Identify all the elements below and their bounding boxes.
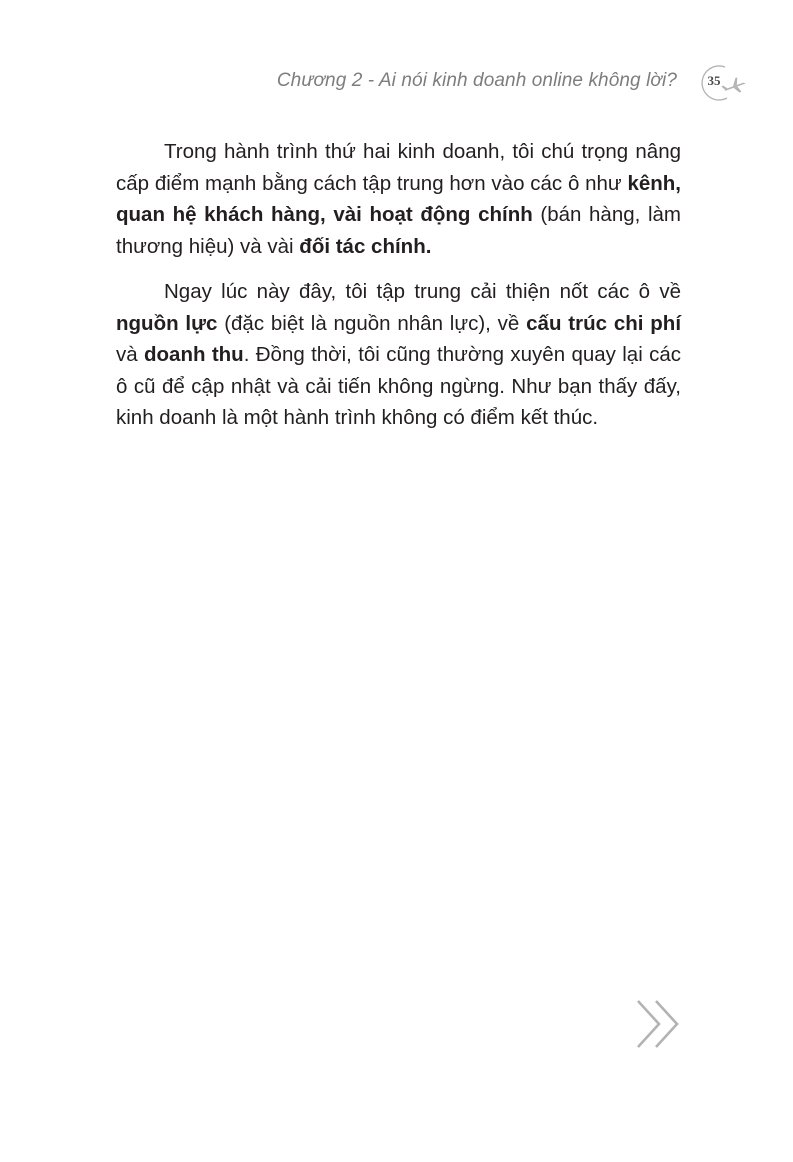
running-header: Chương 2 - Ai nói kinh doanh online không lời? (276, 70, 677, 91)
text-run: (bán hàng, làm thương hiệu) và vài (116, 203, 681, 258)
text-run: Ngay lúc này đây, tôi tập trung cải thiện nốt các ô về (164, 280, 681, 303)
paragraph (116, 276, 681, 434)
page-number: 35 (707, 73, 721, 88)
bold-run: kênh, quan hệ khách hàng, vài hoạt động chính (116, 171, 681, 226)
text-run: và (116, 343, 144, 366)
paragraph (116, 136, 681, 262)
text-run: Trong hành trình thứ hai kinh doanh, tôi chú trọng nâng cấp điểm mạnh bằng cách tập trung hơn vào các ô như (116, 140, 681, 195)
bold-run: đối tác chính. (299, 234, 432, 258)
bold-run: doanh thu (144, 343, 244, 366)
text-run: . Đồng thời, tôi cũng thường xuyên quay lại các ô cũ để cập nhật và cải tiến không ngừng. Như bạn thấy đấy, kinh doanh là một hành trình không có điểm kết thúc. (116, 343, 681, 429)
body-text (116, 136, 681, 434)
text-run: (đặc biệt là nguồn nhân lực), về (217, 311, 527, 335)
double-chevron-right-icon (630, 997, 686, 1053)
bold-run: cấu trúc chi phí (526, 311, 682, 335)
bold-run: nguồn lực (116, 311, 218, 335)
